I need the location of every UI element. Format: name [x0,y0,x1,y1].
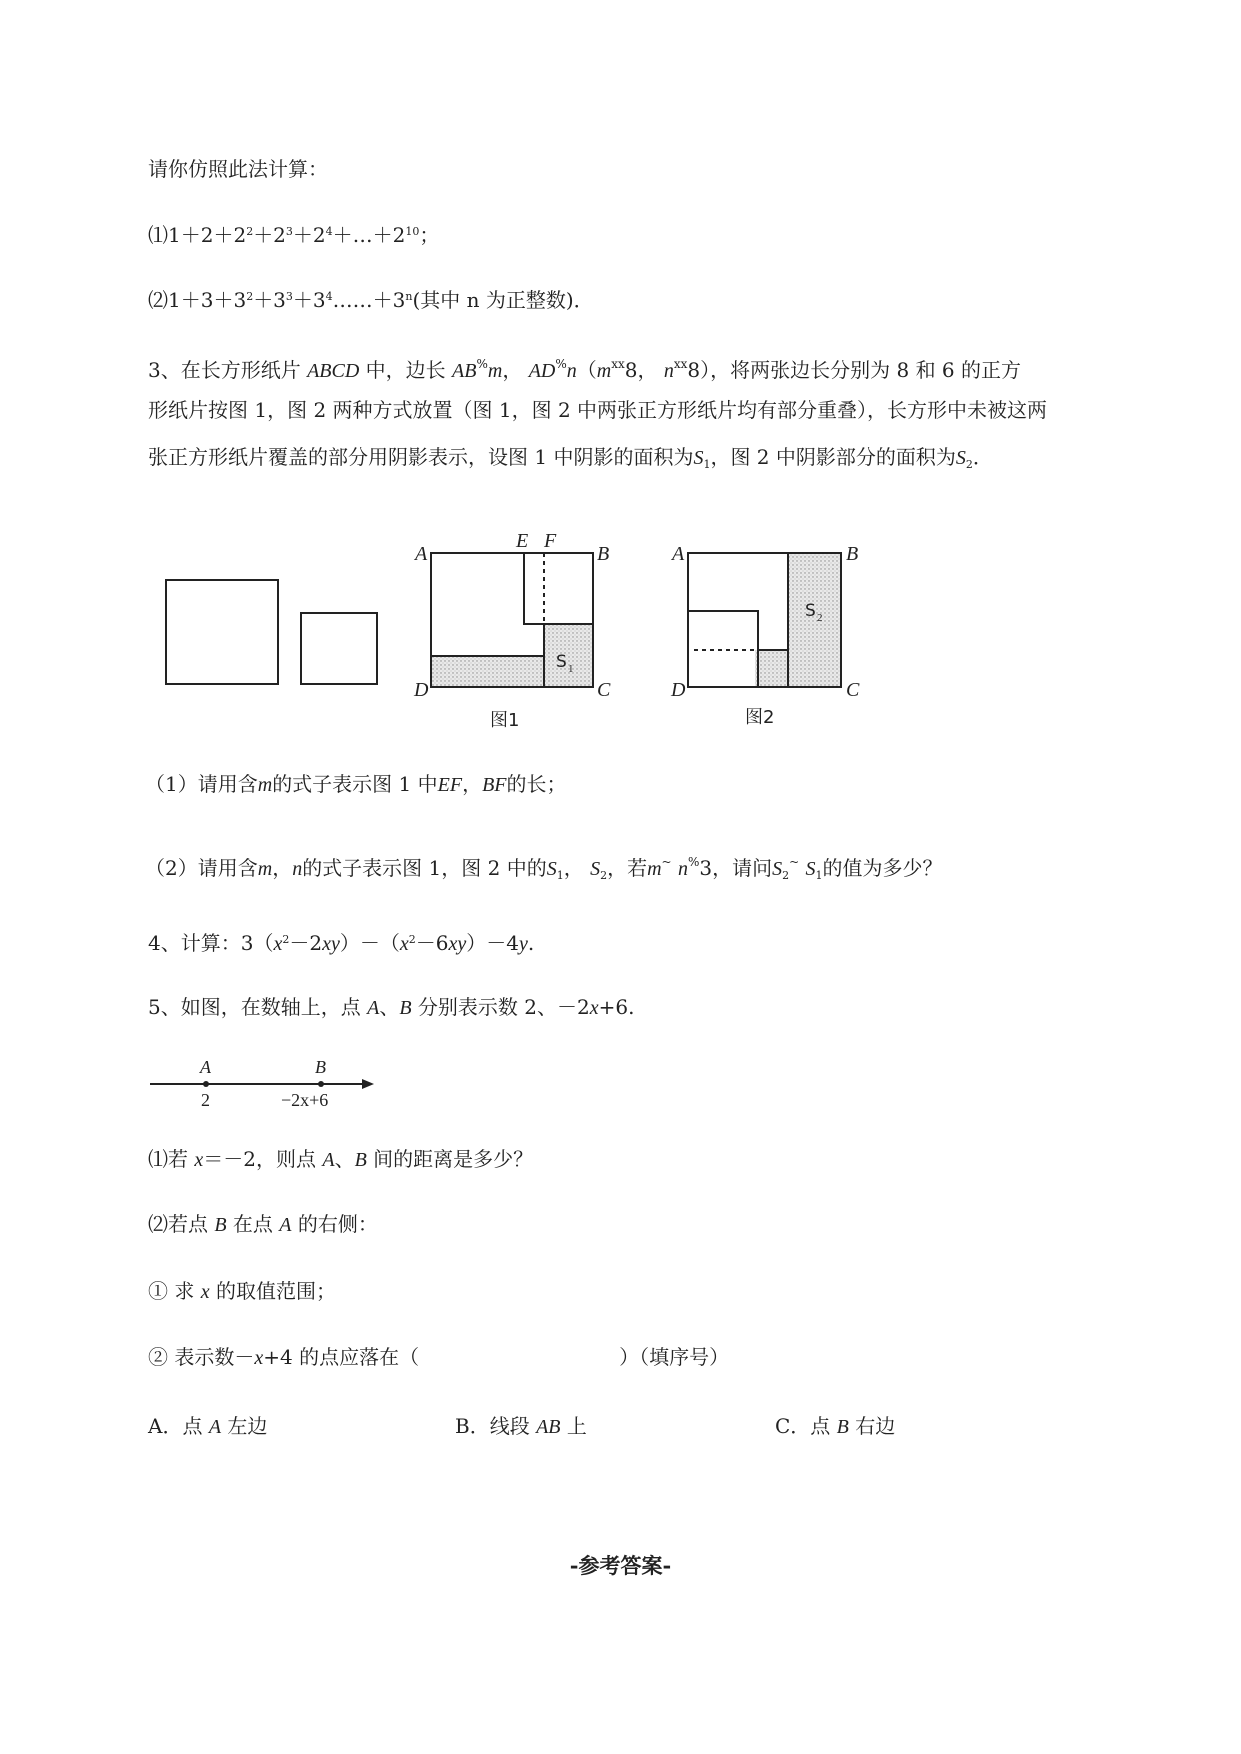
fig1-label-S1-sub: 1 [568,663,574,675]
rectangle-squares-figure [160,520,860,740]
q5-item-1: ① 求 x 的取值范围； [148,1279,336,1303]
square-6 [301,613,377,684]
q5-text: 5、如图，在数轴上，点 A、B 分别表示数 2、－2x+6. [148,995,635,1019]
fig1-label-B: B [597,543,610,565]
numline-value-B: −2x+6 [281,1090,329,1110]
numline-value-A: 2 [201,1090,210,1110]
numline-label-A: A [200,1057,211,1077]
fig1-caption: 图1 [490,710,520,731]
q5-subquestion-1: ⑴若 x＝－2，则点 A、B 间的距离是多少？ [148,1147,534,1171]
number-line-figure [148,1055,388,1115]
fig1-label-C: C [597,679,611,701]
q3-subquestion-2: （2）请用含m，n的式子表示图 1，图 2 中的$S_1$， $S_2$，若m~ n%3，请问$S_2^\sim$ $S_1$的值为多少？ [145,855,943,882]
fig1-label-E: E [516,530,529,552]
option-c: C．点 B 右边 [775,1414,896,1438]
fig1-label-D: D [414,679,429,701]
figure-2 [670,543,860,728]
part-2-expression: $⑵1+3+3^2+3^3+3^4\dots\dots+3^n$(其中 n 为正整数)． [148,288,594,312]
q5-subquestion-2: ⑵若点 B 在点 A 的右侧： [148,1212,378,1236]
fig2-label-A: A [672,543,685,565]
figure-1 [413,530,611,731]
intro-text: 请你仿照此法计算： [148,157,328,181]
fig2-label-C: C [846,679,860,701]
option-a: A．点 A 左边 [148,1414,268,1438]
q3-line-3: 张正方形纸片覆盖的部分用阴影表示，设图 1 中阴影的面积为$S_1$，图 2 中阴影部分的面积为$S_2$． [148,445,993,471]
q3-line-1: 3、在长方形纸片 ABCD 中，边长 AB%m， $AD^{\%}n(m^{xx}8$， $n^{xx}8$），将两张边长分别为 8 和 6 的正方 [148,357,1022,382]
answer-section-title: -参考答案- [569,1553,672,1578]
square-8 [166,580,278,684]
q4-text: 4、计算：$3(x^2-2xy)-(x^2-6xy)-4y$. [148,931,535,955]
fig1-label-S1: S [556,652,567,672]
numline-label-B: B [315,1057,326,1077]
part-1-expression: $⑴1+2+2^2+2^3+2^4+\dots+2^{10}$； [148,223,440,247]
fig1-label-F: F [544,530,557,552]
fig2-label-B: B [846,543,859,565]
fig2-label-S2-sub: 2 [817,612,823,624]
q3-subquestion-1: （1）请用含m的式子表示图 1 中EF，BF的长； [145,772,567,796]
option-b: B．线段 AB 上 [455,1414,587,1438]
q3-line-2: 形纸片按图 1，图 2 两种方式放置（图 1，图 2 中两张正方形纸片均有部分重叠），长方形中未被这两 [148,398,1048,422]
fig2-label-D: D [671,679,686,701]
q5-item-2: ② 表示数－x+4 的点应落在（ ）（填序号） [148,1345,730,1369]
fig2-caption: 图2 [745,707,775,728]
fig2-label-S2: S [805,601,816,621]
fig1-label-A: A [415,543,428,565]
